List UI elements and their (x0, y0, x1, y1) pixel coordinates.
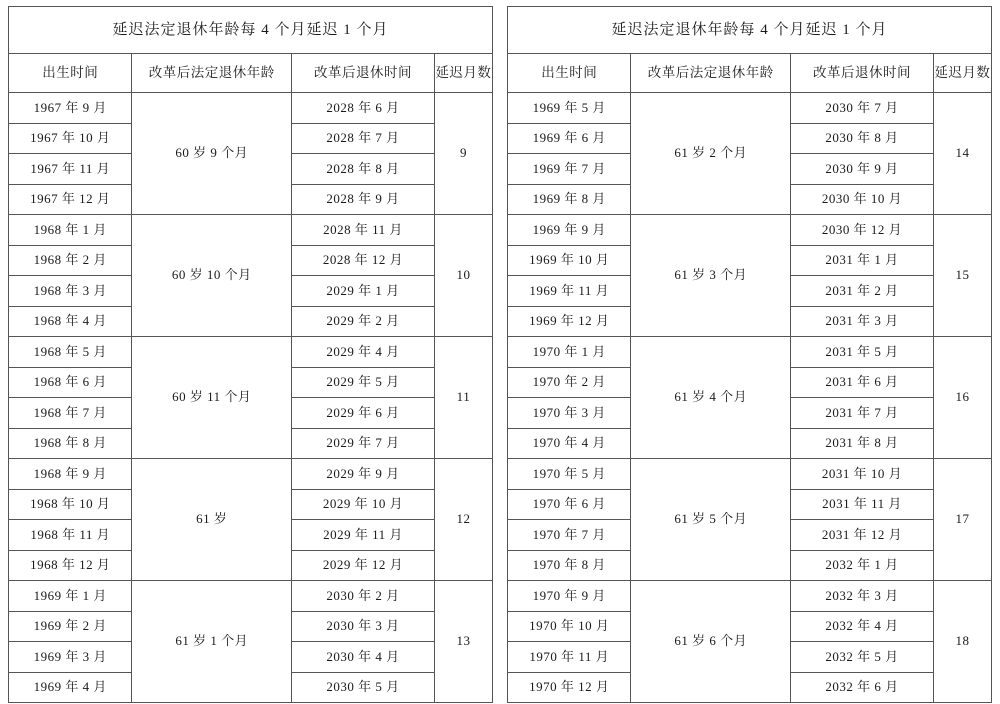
column-header: 延迟月数 (933, 54, 991, 93)
table-row (9, 581, 493, 612)
birth-date-cell: 1970 年 8 月 (508, 550, 631, 581)
retirement-date-cell: 2028 年 8 月 (292, 154, 435, 185)
birth-date-cell: 1969 年 12 月 (508, 306, 631, 337)
retirement-date-cell: 2030 年 8 月 (791, 123, 934, 154)
retirement-date-cell: 2028 年 7 月 (292, 123, 435, 154)
delay-months-cell: 16 (933, 337, 991, 459)
birth-date-cell: 1968 年 12 月 (9, 550, 132, 581)
retirement-date-cell: 2031 年 5 月 (791, 337, 934, 368)
retirement-date-cell: 2031 年 11 月 (791, 489, 934, 520)
birth-date-cell: 1970 年 6 月 (508, 489, 631, 520)
birth-date-cell: 1968 年 5 月 (9, 337, 132, 368)
retirement-date-cell: 2030 年 3 月 (292, 611, 435, 642)
table-row (508, 581, 992, 612)
retirement-date-cell: 2029 年 9 月 (292, 459, 435, 490)
retirement-date-cell: 2030 年 7 月 (791, 93, 934, 124)
birth-date-cell: 1970 年 12 月 (508, 672, 631, 703)
birth-date-cell: 1968 年 8 月 (9, 428, 132, 459)
retirement-date-cell: 2031 年 12 月 (791, 520, 934, 551)
retirement-age-cell: 61 岁 6 个月 (631, 581, 791, 703)
retirement-age-cell: 60 岁 11 个月 (132, 337, 292, 459)
delay-months-cell: 17 (933, 459, 991, 581)
retirement-date-cell: 2032 年 5 月 (791, 642, 934, 673)
retirement-date-cell: 2030 年 2 月 (292, 581, 435, 612)
retirement-age-cell: 61 岁 3 个月 (631, 215, 791, 337)
retirement-date-cell: 2028 年 11 月 (292, 215, 435, 246)
birth-date-cell: 1970 年 4 月 (508, 428, 631, 459)
schedule-table (507, 6, 992, 703)
retirement-date-cell: 2032 年 1 月 (791, 550, 934, 581)
birth-date-cell: 1969 年 4 月 (9, 672, 132, 703)
column-header: 改革后退休时间 (292, 54, 435, 93)
table-header-row (508, 54, 992, 93)
retirement-date-cell: 2032 年 4 月 (791, 611, 934, 642)
birth-date-cell: 1969 年 5 月 (508, 93, 631, 124)
birth-date-cell: 1970 年 2 月 (508, 367, 631, 398)
delay-months-cell: 14 (933, 93, 991, 215)
retirement-date-cell: 2030 年 10 月 (791, 184, 934, 215)
retirement-age-cell: 60 岁 9 个月 (132, 93, 292, 215)
table-row (508, 93, 992, 124)
retirement-date-cell: 2029 年 10 月 (292, 489, 435, 520)
retirement-schedule-table-left (8, 6, 493, 698)
column-header: 改革后法定退休年龄 (132, 54, 292, 93)
column-gutter (493, 6, 507, 698)
table-row (508, 215, 992, 246)
table-title-row (9, 7, 493, 54)
birth-date-cell: 1969 年 7 月 (508, 154, 631, 185)
delay-months-cell: 11 (434, 337, 492, 459)
birth-date-cell: 1969 年 8 月 (508, 184, 631, 215)
retirement-date-cell: 2030 年 5 月 (292, 672, 435, 703)
table-row (9, 337, 493, 368)
retirement-age-cell: 61 岁 (132, 459, 292, 581)
retirement-date-cell: 2031 年 8 月 (791, 428, 934, 459)
column-header: 出生时间 (508, 54, 631, 93)
delay-months-cell: 9 (434, 93, 492, 215)
retirement-date-cell: 2029 年 4 月 (292, 337, 435, 368)
birth-date-cell: 1970 年 10 月 (508, 611, 631, 642)
birth-date-cell: 1970 年 11 月 (508, 642, 631, 673)
delay-months-cell: 18 (933, 581, 991, 703)
delay-months-cell: 12 (434, 459, 492, 581)
retirement-date-cell: 2031 年 3 月 (791, 306, 934, 337)
birth-date-cell: 1969 年 6 月 (508, 123, 631, 154)
birth-date-cell: 1967 年 9 月 (9, 93, 132, 124)
birth-date-cell: 1969 年 2 月 (9, 611, 132, 642)
delay-months-cell: 15 (933, 215, 991, 337)
birth-date-cell: 1968 年 2 月 (9, 245, 132, 276)
retirement-date-cell: 2029 年 2 月 (292, 306, 435, 337)
birth-date-cell: 1967 年 11 月 (9, 154, 132, 185)
retirement-age-cell: 61 岁 5 个月 (631, 459, 791, 581)
birth-date-cell: 1969 年 1 月 (9, 581, 132, 612)
delay-months-cell: 13 (434, 581, 492, 703)
retirement-date-cell: 2032 年 6 月 (791, 672, 934, 703)
birth-date-cell: 1967 年 10 月 (9, 123, 132, 154)
retirement-date-cell: 2028 年 6 月 (292, 93, 435, 124)
birth-date-cell: 1968 年 6 月 (9, 367, 132, 398)
birth-date-cell: 1968 年 11 月 (9, 520, 132, 551)
birth-date-cell: 1970 年 5 月 (508, 459, 631, 490)
retirement-date-cell: 2029 年 1 月 (292, 276, 435, 307)
retirement-date-cell: 2029 年 12 月 (292, 550, 435, 581)
retirement-date-cell: 2030 年 9 月 (791, 154, 934, 185)
table-row (9, 215, 493, 246)
retirement-date-cell: 2032 年 3 月 (791, 581, 934, 612)
retirement-date-cell: 2030 年 4 月 (292, 642, 435, 673)
birth-date-cell: 1968 年 10 月 (9, 489, 132, 520)
schedule-table (8, 6, 493, 703)
retirement-date-cell: 2029 年 6 月 (292, 398, 435, 429)
birth-date-cell: 1970 年 3 月 (508, 398, 631, 429)
birth-date-cell: 1968 年 3 月 (9, 276, 132, 307)
retirement-schedule-table-right (507, 6, 992, 698)
birth-date-cell: 1970 年 9 月 (508, 581, 631, 612)
birth-date-cell: 1969 年 10 月 (508, 245, 631, 276)
table-row (508, 459, 992, 490)
birth-date-cell: 1969 年 3 月 (9, 642, 132, 673)
retirement-date-cell: 2029 年 11 月 (292, 520, 435, 551)
column-header: 出生时间 (9, 54, 132, 93)
birth-date-cell: 1968 年 9 月 (9, 459, 132, 490)
retirement-date-cell: 2031 年 1 月 (791, 245, 934, 276)
retirement-age-cell: 61 岁 2 个月 (631, 93, 791, 215)
birth-date-cell: 1969 年 9 月 (508, 215, 631, 246)
retirement-age-cell: 60 岁 10 个月 (132, 215, 292, 337)
table-header-row (9, 54, 493, 93)
retirement-date-cell: 2030 年 12 月 (791, 215, 934, 246)
birth-date-cell: 1968 年 1 月 (9, 215, 132, 246)
retirement-age-cell: 61 岁 4 个月 (631, 337, 791, 459)
retirement-date-cell: 2028 年 12 月 (292, 245, 435, 276)
table-title-row (508, 7, 992, 54)
retirement-date-cell: 2028 年 9 月 (292, 184, 435, 215)
delay-months-cell: 10 (434, 215, 492, 337)
retirement-date-cell: 2031 年 6 月 (791, 367, 934, 398)
column-header: 延迟月数 (434, 54, 492, 93)
retirement-date-cell: 2031 年 7 月 (791, 398, 934, 429)
table-row (9, 459, 493, 490)
retirement-date-cell: 2029 年 5 月 (292, 367, 435, 398)
birth-date-cell: 1967 年 12 月 (9, 184, 132, 215)
table-title: 延迟法定退休年龄每 4 个月延迟 1 个月 (9, 7, 493, 54)
table-row (9, 93, 493, 124)
birth-date-cell: 1968 年 7 月 (9, 398, 132, 429)
birth-date-cell: 1970 年 7 月 (508, 520, 631, 551)
table-row (508, 337, 992, 368)
column-header: 改革后退休时间 (791, 54, 934, 93)
column-header: 改革后法定退休年龄 (631, 54, 791, 93)
table-title: 延迟法定退休年龄每 4 个月延迟 1 个月 (508, 7, 992, 54)
retirement-age-cell: 61 岁 1 个月 (132, 581, 292, 703)
birth-date-cell: 1970 年 1 月 (508, 337, 631, 368)
birth-date-cell: 1969 年 11 月 (508, 276, 631, 307)
retirement-date-cell: 2031 年 2 月 (791, 276, 934, 307)
retirement-date-cell: 2029 年 7 月 (292, 428, 435, 459)
retirement-date-cell: 2031 年 10 月 (791, 459, 934, 490)
birth-date-cell: 1968 年 4 月 (9, 306, 132, 337)
